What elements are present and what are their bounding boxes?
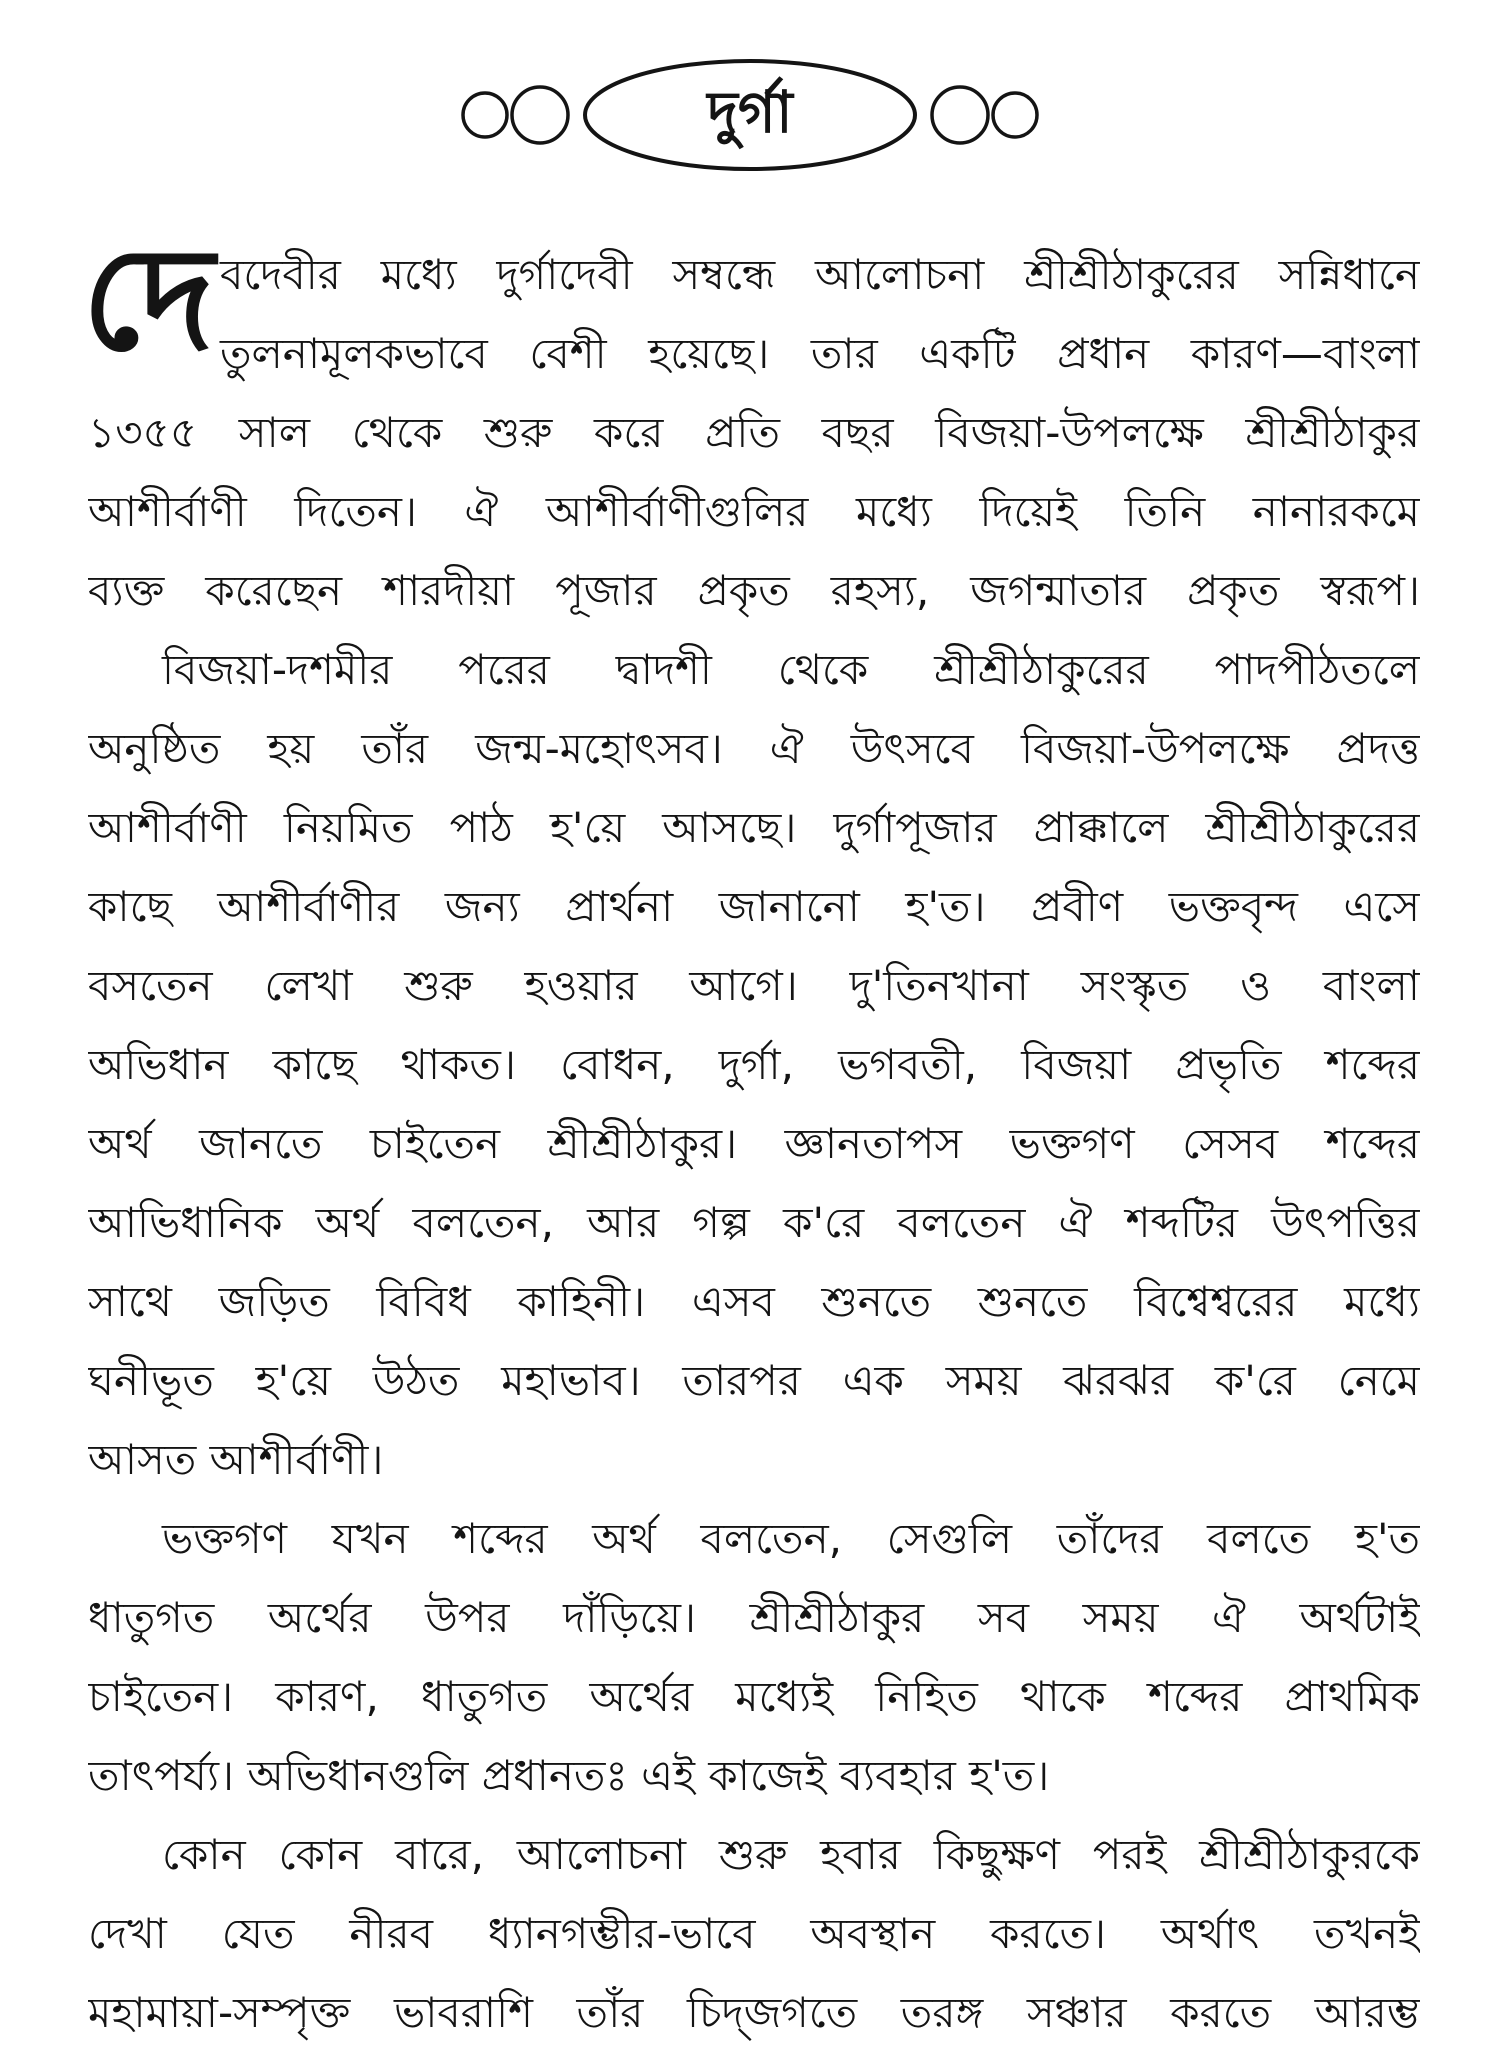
- text-line: অনুষ্ঠিত হয় তাঁর জন্ম-মহোৎসব। ঐ উৎসবে বিজয়া-উপলক্ষে প্রদত্ত: [88, 724, 1420, 773]
- text-line: কাছে আশীর্বাণীর জন্য প্রার্থনা জানানো হ'ত। প্রবীণ ভক্তবৃন্দ এসে: [88, 882, 1420, 931]
- drop-cap: দে: [82, 216, 215, 382]
- text-line: তাৎপর্য্য। অভিধানগুলি প্রধানতঃ এই কাজেই ব্যবহার হ'ত।: [88, 1751, 1050, 1800]
- text-line: ব্যক্ত করেছেন শারদীয়া পূজার প্রকৃত রহস্য, জগন্মাতার প্রকৃত স্বরূপ।: [88, 566, 1420, 615]
- text-line: বিজয়া-দশমীর পরের দ্বাদশী থেকে শ্রীশ্রীঠাকুরের পাদপীঠতলে: [162, 645, 1420, 694]
- text-line: চাইতেন। কারণ, ধাতুগত অর্থের মধ্যেই নিহিত থাকে শব্দের প্রাথমিক: [88, 1672, 1420, 1721]
- text-line: অভিধান কাছে থাকত। বোধন, দুর্গা, ভগবতী, বিজয়া প্রভৃতি শব্দের: [88, 1040, 1420, 1089]
- text-line: আশীর্বাণী দিতেন। ঐ আশীর্বাণীগুলির মধ্যে দিয়েই তিনি নানারকমে: [88, 487, 1420, 536]
- text-line: সাথে জড়িত বিবিধ কাহিনী। এসব শুনতে শুনতে বিশ্বেশ্বরের মধ্যে: [88, 1277, 1420, 1326]
- text-line: অর্থ জানতে চাইতেন শ্রীশ্রীঠাকুর। জ্ঞানতাপস ভক্তগণ সেসব শব্দের: [88, 1119, 1420, 1168]
- text-line: ১৩৫৫ সাল থেকে শুরু করে প্রতি বছর বিজয়া-উপলক্ষে শ্রীশ্রীঠাকুর: [88, 408, 1420, 457]
- text-line: আসত আশীর্বাণী।: [88, 1435, 384, 1484]
- text-line: ধাতুগত অর্থের উপর দাঁড়িয়ে। শ্রীশ্রীঠাকুর সব সময় ঐ অর্থটাই: [88, 1593, 1420, 1642]
- text-line: ঘনীভূত হ'য়ে উঠত মহাভাব। তারপর এক সময় ঝরঝর ক'রে নেমে: [88, 1356, 1420, 1405]
- page-title: দুর্গা: [707, 78, 793, 146]
- text-line: দেখা যেত নীরব ধ্যানগম্ভীর-ভাবে অবস্থান করতে। অর্থাৎ তখনই: [88, 1909, 1420, 1958]
- text-line: আভিধানিক অর্থ বলতেন, আর গল্প ক'রে বলতেন ঐ শব্দটির উৎপত্তির: [88, 1198, 1420, 1247]
- text-line: ভক্তগণ যখন শব্দের অর্থ বলতেন, সেগুলি তাঁদের বলতে হ'ত: [162, 1514, 1420, 1563]
- text-line: মহামায়া-সম্পৃক্ত ভাবরাশি তাঁর চিদ্জগতে তরঙ্গ সঞ্চার করতে আরম্ভ: [88, 1988, 1420, 2037]
- text-line: কোন কোন বারে, আলোচনা শুরু হবার কিছুক্ষণ পরই শ্রীশ্রীঠাকুরকে: [162, 1830, 1420, 1879]
- text-line: বসতেন লেখা শুরু হওয়ার আগে। দু'তিনখানা সংস্কৃত ও বাংলা: [88, 961, 1420, 1010]
- text-line: আশীর্বাণী নিয়মিত পাঠ হ'য়ে আসছে। দুর্গাপূজার প্রাক্কালে শ্রীশ্রীঠাকুরের: [88, 803, 1420, 852]
- body-text: [82, 216, 1420, 2052]
- text-line: বদেবীর মধ্যে দুর্গাদেবী সম্বন্ধে আলোচনা শ্রীশ্রীঠাকুরের সন্নিধানে: [220, 250, 1420, 299]
- text-line: তুলনামূলকভাবে বেশী হয়েছে। তার একটি প্রধান কারণ—বাংলা: [220, 329, 1420, 378]
